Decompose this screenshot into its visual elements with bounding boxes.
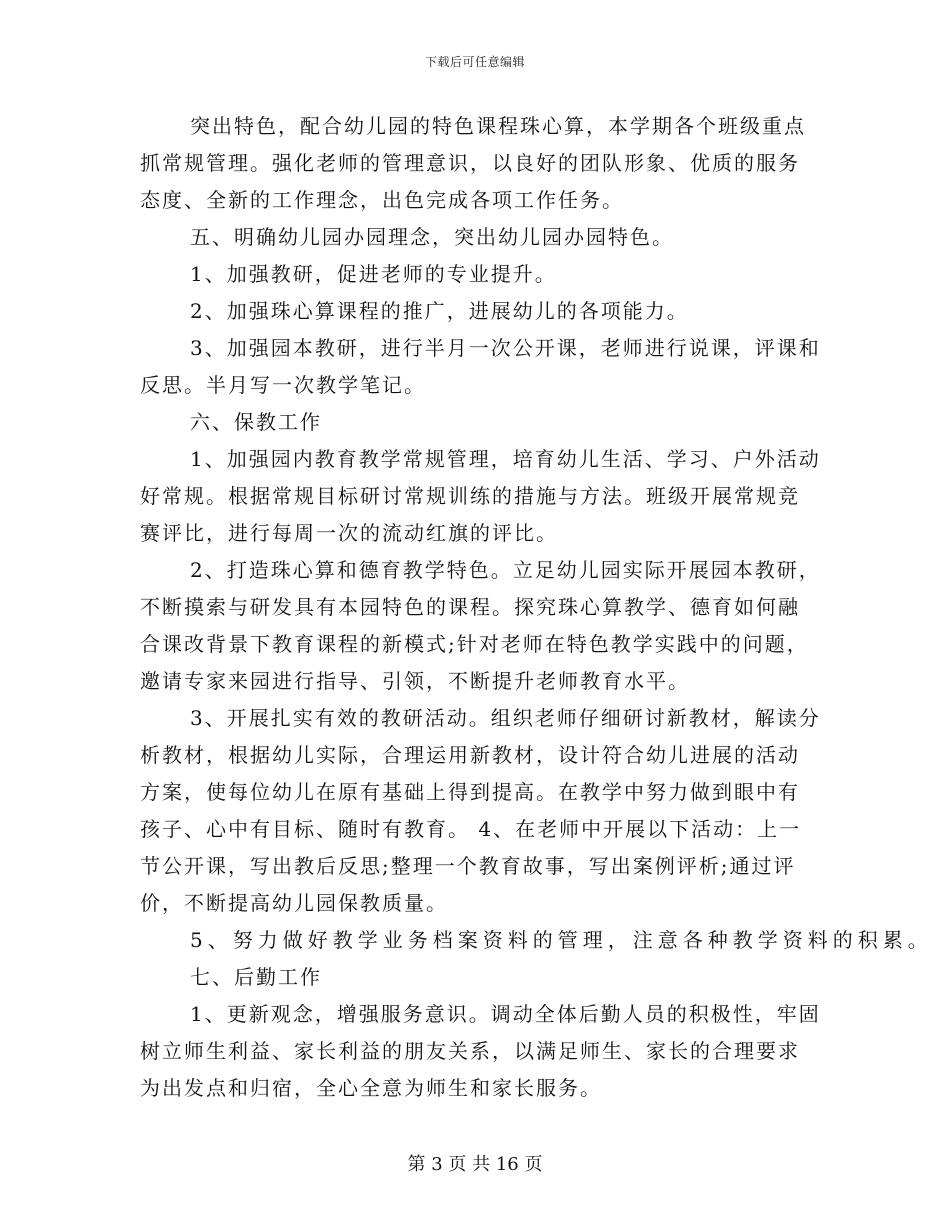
- document-body: [140, 108, 940, 1107]
- text-line: 3、开展扎实有效的教研活动。组织老师仔细研讨新教材，解读分: [190, 706, 821, 730]
- text-line: 赛评比，进行每周一次的流动红旗的评比。: [140, 521, 558, 545]
- list-item: [140, 700, 940, 922]
- list-item: [140, 293, 940, 330]
- list-item: [140, 441, 940, 552]
- text-line: 节公开课，写出教后反思;整理一个教育故事，写出案例评析;通过评: [140, 854, 796, 878]
- list-item: [140, 996, 940, 1107]
- section-heading: [140, 959, 940, 996]
- text-line: 价，不断提高幼儿园保教质量。: [140, 891, 448, 915]
- text-line: 邀请专家来园进行指导、引领，不断提升老师教育水平。: [140, 669, 690, 693]
- section-heading: [140, 404, 940, 441]
- text-line: 孩子、心中有目标、随时有教育。 4、在老师中开展以下活动：上一: [140, 817, 802, 841]
- text-line: 5、努力做好教学业务档案资料的管理，注意各种教学资料的积累。: [190, 928, 933, 952]
- text-line: 七、后勤工作: [190, 965, 322, 989]
- text-line: 树立师生利益、家长利益的朋友关系，以满足师生、家长的合理要求: [140, 1039, 800, 1063]
- text-line: 为出发点和归宿，全心全意为师生和家长服务。: [140, 1076, 602, 1100]
- list-item: [140, 330, 940, 404]
- text-line: 方案，使每位幼儿在原有基础上得到提高。在教学中努力做到眼中有: [140, 780, 800, 804]
- text-line: 1、加强园内教育教学常规管理，培育幼儿生活、学习、户外活动: [190, 447, 821, 471]
- list-item: [140, 552, 940, 700]
- text-line: 态度、全新的工作理念，出色完成各项工作任务。: [140, 188, 624, 212]
- text-line: 六、保教工作: [190, 410, 322, 434]
- text-line: 1、加强教研，促进老师的专业提升。: [190, 262, 557, 286]
- text-line: 好常规。根据常规目标研讨常规训练的措施与方法。班级开展常规竞: [140, 484, 800, 508]
- text-line: 析教材，根据幼儿实际，合理运用新教材，设计符合幼儿进展的活动: [140, 743, 800, 767]
- text-line: 2、加强珠心算课程的推广，进展幼儿的各项能力。: [190, 299, 689, 323]
- text-line: 抓常规管理。强化老师的管理意识，以良好的团队形象、优质的服务: [140, 151, 800, 175]
- text-line: 2、打造珠心算和德育教学特色。立足幼儿园实际开展园本教研，: [190, 558, 821, 582]
- text-line: 3、加强园本教研，进行半月一次公开课，老师进行说课，评课和: [190, 336, 821, 360]
- text-line: 合课改背景下教育课程的新模式;针对老师在特色教学实践中的问题，: [140, 632, 809, 656]
- text-line: 反思。半月写一次教学笔记。: [140, 373, 426, 397]
- text-line: 突出特色，配合幼儿园的特色课程珠心算，本学期各个班级重点: [190, 114, 806, 138]
- list-item: [140, 256, 940, 293]
- text-line: 不断摸索与研发具有本园特色的课程。探究珠心算教学、德育如何融: [140, 595, 800, 619]
- text-line: 五、明确幼儿园办园理念，突出幼儿园办园特色。: [190, 225, 674, 249]
- page-number: 第 3 页 共 16 页: [407, 1154, 543, 1175]
- page-header-note: 下载后可任意编辑: [424, 55, 525, 69]
- text-line: 1、更新观念，增强服务意识。调动全体后勤人员的积极性，牢固: [190, 1002, 821, 1026]
- list-item: [140, 922, 940, 959]
- section-heading: [140, 219, 940, 256]
- paragraph: [140, 108, 940, 219]
